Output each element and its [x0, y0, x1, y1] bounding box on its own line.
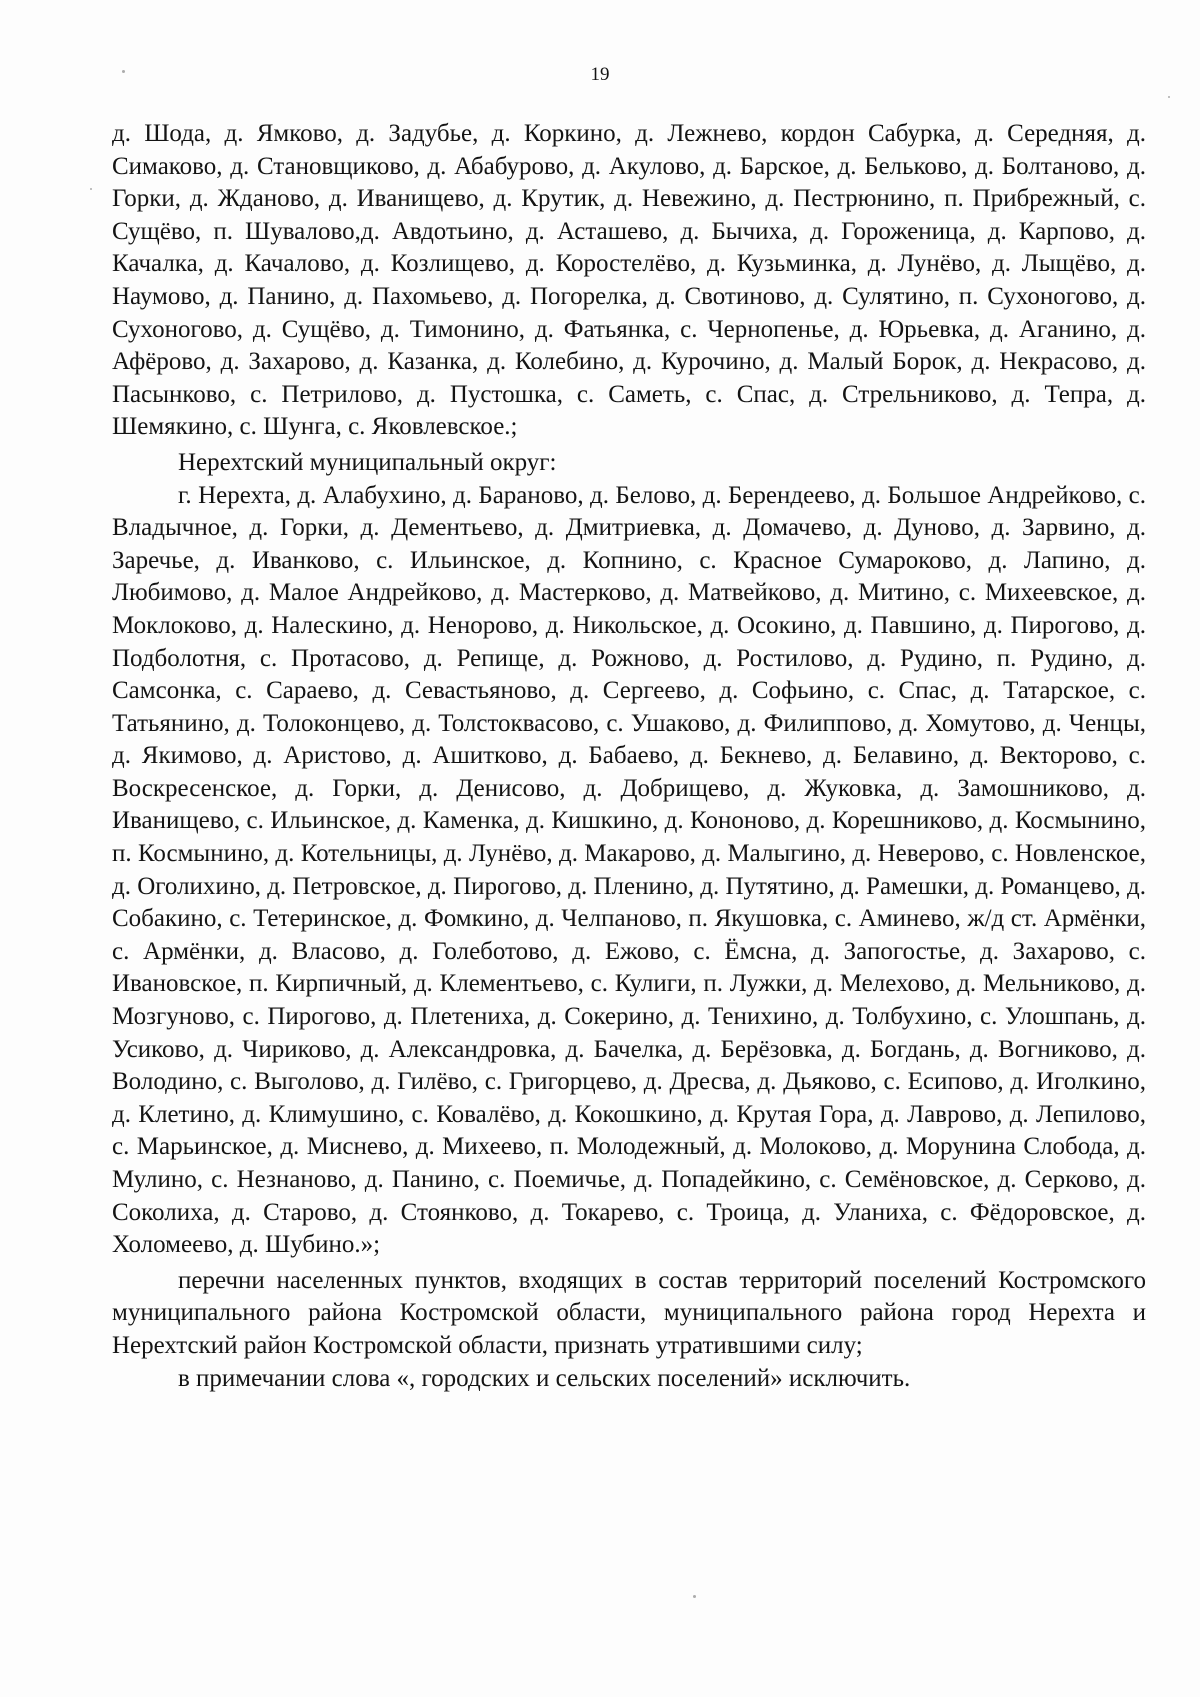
kostroma-settlements-list: д. Шода, д. Ямково, д. Задубье, д. Коркино, д. Лежнево, кордон Сабурка, д. Середняя, д. Симаково, д. Становщиково, д. Абабурово, д. Акулово, д. Барское, д. Бельково, д. Болтаново, д. Горки, д. Жданово, д. Иванищево, д. Крутик, д. Невежино, д. Пестрюнино, п. Прибрежный, с. Сущёво, п. Шувалово,д. Авдотьино, д. Асташево, д. Бычиха, д. Гороженица, д. Карпово, д. Качалка, д. Качалово, д. Козлищево, д. Коростелёво, д. Кузьминка, д. Лунёво, д. Лыщёво, д. Наумово, д. Панино, д. Пахомьево, д. Погорелка, д. Свотиново, д. Сулятино, п. Сухоногово, д. Сухоногово, д. Сущёво, д. Тимонино, д. Фатьянка, с. Чернопенье, д. Юрьевка, д. Аганино, д. Афёрово, д. Захарово, д. Казанка, д. Колебино, д. Курочино, д. Малый Борок, д. Некрасово, д. Пасынково, с. Петрилово, д. Пустошка, с. Саметь, с. Спас, д. Стрельниково, д. Тепра, д. Шемякино, с. Шунга, с. Яковлевское.; [112, 120, 1146, 441]
note-paragraph: в примечании слова «, городских и сельских поселений» исключить. [178, 1364, 911, 1392]
nerekhta-district-heading: Нерехтский муниципальный округ: [178, 448, 557, 476]
document-body [112, 118, 1146, 1395]
scan-speck [90, 188, 92, 190]
page-number: 19 [590, 64, 610, 85]
nerekhta-settlements-list: г. Нерехта, д. Алабухино, д. Бараново, д. Белово, д. Берендеево, д. Большое Андрейково, с. Владычное, д. Горки, д. Дементьево, д. Дмитриевка, д. Домачево, д. Дуново, д. Зарвино, д. Заречье, д. Иванково, с. Ильинское, д. Копнино, с. Красное Сумароково, д. Лапино, д. Любимово, д. Малое Андрейково, д. Мастерково, д. Матвейково, д. Митино, с. Михеевское, д. Моклоково, д. Налескино, д. Ненорово, д. Никольское, д. Осокино, д. Павшино, д. Пирогово, д. Подболотня, с. Протасово, д. Репище, д. Рожново, д. Ростилово, д. Рудино, п. Рудино, д. Самсонка, с. Сараево, д. Севастьяново, д. Сергеево, д. Софьино, с. Спас, д. Татарское, с. Татьянино, д. Толоконцево, д. Толстоквасово, с. Ушаково, д. Филиппово, д. Хомутово, д. Ченцы, д. Якимово, д. Аристово, д. Ашитково, д. Бабаево, д. Бекнево, д. Белавино, д. Векторово, с. Воскресенское, д. Горки, д. Денисово, д. Добрищево, д. Жуковка, д. Замошниково, д. Иванищево, с. Ильинское, д. Каменка, д. Кишкино, д. Кононово, д. Корешниково, д. Космынино, п. Космынино, д. Котельницы, д. Лунёво, д. Макарово, д. Малыгино, д. Неверово, с. Новленское, д. Оголихино, д. Петровское, д. Пирогово, д. Пленино, д. Путятино, д. Рамешки, д. Романцево, д. Собакино, с. Тетеринское, д. Фомкино, д. Челпаново, п. Якушовка, с. Аминево, ж/д ст. Армёнки, с. Армёнки, д. Власово, д. Голеботово, д. Ежово, с. Ёмсна, д. Запогостье, д. Захарово, с. Ивановское, п. Кирпичный, д. Клементьево, с. Кулиги, п. Лужки, д. Мелехово, д. Мельниково, д. Мозгуново, с. Пирогово, д. Плетениха, д. Сокерино, д. Тенихино, д. Толбухино, с. Улошпань, д. Усиково, д. Чириково, д. Александровка, д. Бачелка, д. Берёзовка, д. Богдань, д. Вогниково, д. Володино, с. Выголово, д. Гилёво, с. Григорцево, д. Дресва, д. Дьяково, с. Есипово, д. Иголкино, д. Клетино, д. Климушино, с. Ковалёво, д. Кокошкино, д. Крутая Гора, д. Лаврово, д. Лепилово, с. Марьинское, д. Миснево, д. Михеево, п. Молодежный, д. Молоково, д. Морунина Слобода, д. Мулино, с. Незнаново, д. Панино, с. Поемичье, д. Попадейкино, с. Семёновское, д. Серково, д. Соколиха, д. Старово, д. Стоянково, д. Токарево, с. Троица, д. Уланиха, с. Фёдоровское, д. Холомеево, д. Шубино.»; [112, 481, 1146, 1259]
repeal-paragraph: перечни населенных пунктов, входящих в состав территорий поселений Костромского муниципального района Костромской области, муниципального района город Нерехта и Нерехтский район Костромской области, признать утратившими силу; [112, 1266, 1146, 1359]
scan-speck [693, 1595, 696, 1598]
scan-speck [1168, 96, 1170, 98]
scan-speck [122, 70, 125, 73]
